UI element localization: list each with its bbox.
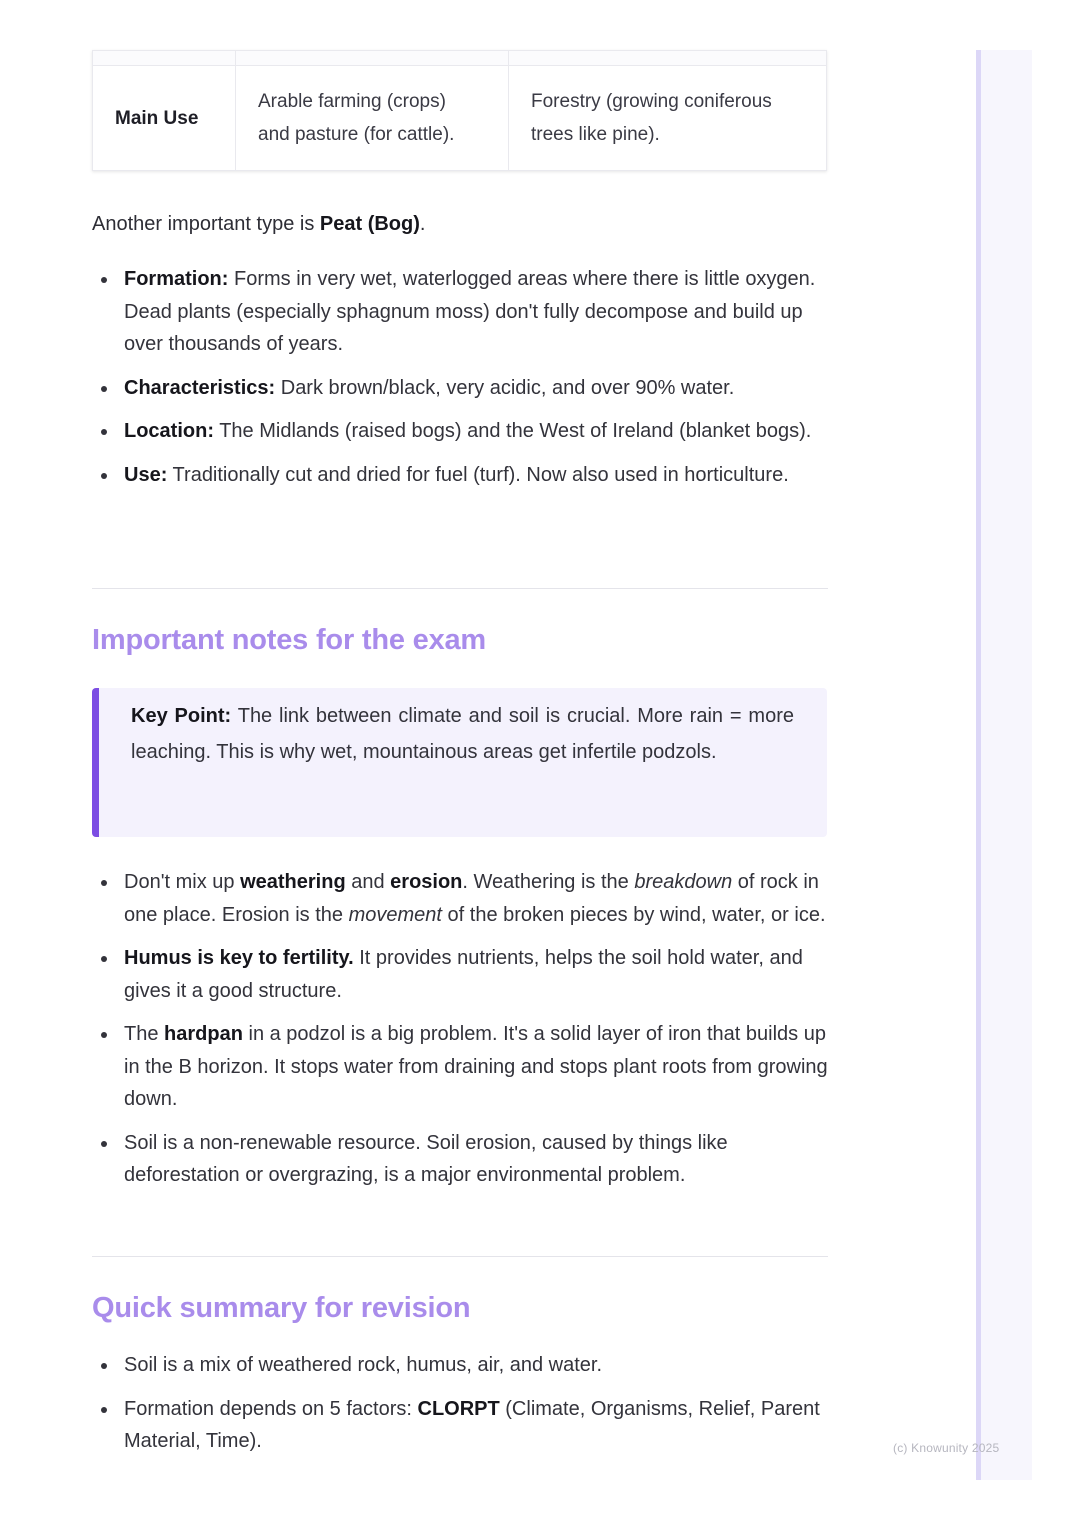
bullet-dot (101, 277, 107, 283)
exam-heading: Important notes for the exam (92, 624, 487, 656)
bullet-dot (101, 1407, 107, 1413)
list-item (92, 372, 828, 405)
intro-text: Another important type is (92, 213, 320, 235)
item-text: of rock in one place. Erosion is the (124, 871, 819, 926)
item-label: Characteristics: (124, 376, 276, 399)
soil-comparison-table (92, 50, 827, 171)
item-text: and (345, 871, 391, 893)
item-text: Dark brown/black, very acidic, and over 90% water. (275, 376, 735, 399)
item-text: of the broken pieces by wind, water, or ice. (441, 903, 826, 926)
list-item (92, 415, 828, 448)
divider (92, 1256, 828, 1257)
bullet-dot (101, 880, 107, 886)
list-item (92, 459, 828, 492)
item-bold: Humus is key to fertility. (124, 947, 354, 969)
list-item (92, 1018, 828, 1116)
item-bold: CLORPT (417, 1397, 500, 1420)
item-text: The (124, 1023, 165, 1045)
table-cell (509, 66, 827, 171)
item-label: Location: (124, 420, 214, 442)
sidebar-divider (976, 50, 981, 1480)
item-text: The Midlands (raised bogs) and the West of Ireland (blanket bogs). (214, 420, 812, 442)
divider (92, 588, 828, 589)
cell-line: trees like pine). (531, 124, 660, 145)
intro-suffix: . (419, 213, 426, 235)
watermark: (c) Knowunity 2025 (893, 1441, 1000, 1455)
callout-accent-bar (92, 688, 99, 837)
item-text: Don't mix up (124, 871, 241, 893)
list-item (92, 1127, 828, 1192)
item-bold: erosion (390, 871, 463, 893)
summary-list (92, 1349, 828, 1469)
summary-heading: Quick summary for revision (92, 1292, 471, 1324)
bullet-dot (101, 956, 107, 962)
item-text: Traditionally cut and dried for fuel (turf). Now also used in horticulture. (167, 463, 789, 486)
item-text: Soil is a non-renewable resource. Soil erosion, caused by things like deforestation or overgrazing, is a major environmental problem. (124, 1131, 728, 1186)
cell-line: Arable farming (crops) (258, 91, 446, 112)
item-bold: hardpan (164, 1023, 243, 1045)
item-label: Formation: (124, 268, 229, 290)
bullet-dot (101, 1141, 107, 1147)
intro-bold: Peat (Bog) (319, 213, 420, 235)
bullet-dot (101, 473, 107, 479)
item-text: Formation depends on 5 factors: (124, 1397, 418, 1420)
callout-body: The link between climate and soil is crucial. More rain = more leaching. This is why wet, mountainous areas get infertile podzols. (131, 705, 795, 763)
bullet-dot (101, 1363, 107, 1369)
item-text: (Climate, Organisms, Relief, Parent Material, Time). (124, 1397, 820, 1452)
intro-paragraph (92, 208, 425, 240)
table-cell (236, 66, 509, 171)
table-row (93, 51, 827, 66)
table-row (93, 66, 827, 171)
peat-list (92, 263, 828, 502)
callout-text (131, 699, 794, 770)
item-bold: weathering (240, 871, 346, 893)
bullet-dot (101, 429, 107, 435)
list-item (92, 942, 828, 1007)
cell-line: Forestry (growing coniferous (531, 91, 772, 112)
item-italic: breakdown (634, 871, 733, 893)
cell-line: and pasture (for cattle). (258, 124, 455, 145)
item-text: It provides nutrients, helps the soil hold water, and gives it a good structure. (124, 947, 803, 1002)
item-text: Forms in very wet, waterlogged areas where there is little oxygen. Dead plants (especially sphagnum moss) don't fully decompose and build up over thousands of years. (124, 268, 816, 355)
exam-notes-list (92, 866, 828, 1203)
list-item (92, 866, 828, 931)
list-item (92, 263, 828, 361)
bullet-dot (101, 1032, 107, 1038)
key-point-callout (92, 688, 827, 837)
bullet-dot (101, 386, 107, 392)
sidebar-panel (976, 50, 1032, 1480)
table-row-label: Main Use (93, 66, 236, 171)
list-item (92, 1393, 828, 1458)
callout-label: Key Point: (131, 705, 232, 727)
item-text: Soil is a mix of weathered rock, humus, air, and water. (124, 1354, 602, 1376)
list-item (92, 1349, 828, 1382)
item-text: . Weathering is the (462, 871, 635, 893)
item-italic: movement (348, 903, 442, 926)
item-label: Use: (124, 463, 168, 486)
item-text: in a podzol is a big problem. It's a solid layer of iron that builds up in the B horizon. It stops water from draining and stops plant roots from growing down. (124, 1023, 828, 1110)
